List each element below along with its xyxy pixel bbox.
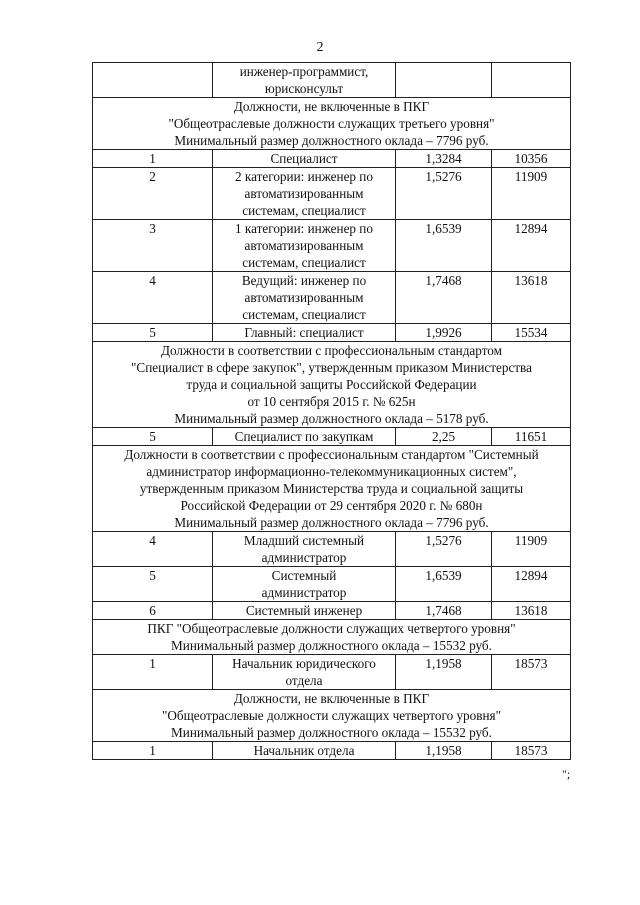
qualification-level-cell: 1: [93, 742, 213, 760]
salary-cell: 13618: [492, 272, 571, 324]
table-row: [93, 742, 571, 760]
position-title-line: Ведущий: инженер по: [241, 273, 367, 288]
qualification-level-cell: 5: [93, 428, 213, 446]
section-header-line: Минимальный размер должностного оклада – 15532 руб.: [171, 725, 492, 740]
table-row: [93, 602, 571, 620]
qualification-level-cell: 4: [93, 272, 213, 324]
table-row: [93, 655, 571, 690]
position-title-cell: [213, 324, 396, 342]
position-title-line: отдела: [285, 673, 323, 688]
position-title-cell: [213, 428, 396, 446]
salary-cell: 15534: [492, 324, 571, 342]
position-title-line: системам, специалист: [242, 203, 366, 218]
coefficient-cell: 1,5276: [396, 168, 492, 220]
coefficient-cell: 1,9926: [396, 324, 492, 342]
position-title-cell: [213, 150, 396, 168]
section-header-cell: [93, 690, 571, 742]
salary-cell: 10356: [492, 150, 571, 168]
position-title-line: 2 категории: инженер по: [235, 169, 373, 184]
coefficient-cell: 1,7468: [396, 272, 492, 324]
position-title-line: системам, специалист: [242, 255, 366, 270]
table-row: [93, 567, 571, 602]
coefficient-cell: 1,1958: [396, 742, 492, 760]
position-title-line: Начальник отдела: [253, 743, 355, 758]
position-title-line: администратор: [261, 585, 347, 600]
table-row: [93, 220, 571, 272]
section-header-line: "Общеотраслевые должности служащих четвертого уровня": [162, 708, 501, 723]
position-title-cell: [213, 168, 396, 220]
table-row: [93, 532, 571, 567]
position-title-line: Главный: специалист: [244, 325, 364, 340]
qualification-level-cell: [93, 63, 213, 98]
section-header-row: [93, 620, 571, 655]
section-header-row: [93, 342, 571, 428]
table-row: [93, 324, 571, 342]
position-title-line: инженер-программист,: [239, 64, 369, 79]
salary-cell: 11909: [492, 532, 571, 567]
position-title-cell: [213, 220, 396, 272]
position-title-cell: [213, 272, 396, 324]
position-title-cell: [213, 63, 396, 98]
section-header-line: Минимальный размер должностного оклада – 15532 руб.: [171, 638, 492, 653]
section-header-line: труда и социальной защиты Российской Федерации: [186, 377, 477, 392]
position-title-line: автоматизированным: [244, 238, 364, 253]
section-header-line: Должности в соответствии с профессиональным стандартом "Системный: [124, 447, 539, 462]
position-title-line: автоматизированным: [244, 290, 364, 305]
coefficient-cell: 1,1958: [396, 655, 492, 690]
section-header-cell: [93, 446, 571, 532]
section-header-line: Минимальный размер должностного оклада – 5178 руб.: [174, 411, 489, 426]
section-header-cell: [93, 98, 571, 150]
position-title-line: системам, специалист: [242, 307, 366, 322]
section-header-row: [93, 446, 571, 532]
table-row: [93, 150, 571, 168]
qualification-level-cell: 6: [93, 602, 213, 620]
salary-cell: [492, 63, 571, 98]
position-title-line: 1 категории: инженер по: [235, 221, 373, 236]
section-header-line: утвержденным приказом Министерства труда и социальной защиты: [139, 481, 524, 496]
qualification-level-cell: 3: [93, 220, 213, 272]
table-row: [93, 63, 571, 98]
salary-cell: 12894: [492, 567, 571, 602]
section-header-line: Минимальный размер должностного оклада – 7796 руб.: [174, 133, 489, 148]
position-title-line: Системный: [271, 568, 337, 583]
section-header-line: Минимальный размер должностного оклада – 7796 руб.: [174, 515, 489, 530]
qualification-level-cell: 5: [93, 567, 213, 602]
coefficient-cell: 1,5276: [396, 532, 492, 567]
position-title-line: Начальник юридического: [232, 656, 376, 671]
salary-cell: 18573: [492, 742, 571, 760]
section-header-line: от 10 сентября 2015 г. № 625н: [247, 394, 416, 409]
position-title-cell: [213, 532, 396, 567]
section-header-line: Должности, не включенные в ПКГ: [233, 691, 430, 706]
section-header-line: "Общеотраслевые должности служащих третьего уровня": [168, 116, 495, 131]
salary-table-body: [93, 63, 571, 760]
salary-cell: 12894: [492, 220, 571, 272]
qualification-level-cell: 4: [93, 532, 213, 567]
section-header-line: Должности, не включенные в ПКГ: [233, 99, 430, 114]
section-header-line: "Специалист в сфере закупок", утвержденным приказом Министерства: [131, 360, 532, 375]
table-row: [93, 168, 571, 220]
coefficient-cell: 1,6539: [396, 220, 492, 272]
position-title-cell: [213, 655, 396, 690]
position-title-line: Младший системный: [243, 533, 365, 548]
coefficient-cell: 1,6539: [396, 567, 492, 602]
section-header-row: [93, 98, 571, 150]
position-title-line: юрисконсульт: [264, 81, 344, 96]
section-header-line: Российской Федерации от 29 сентября 2020 г. № 680н: [180, 498, 483, 513]
qualification-level-cell: 5: [93, 324, 213, 342]
coefficient-cell: 1,3284: [396, 150, 492, 168]
qualification-level-cell: 1: [93, 655, 213, 690]
page-number: 2: [316, 40, 324, 55]
section-header-row: [93, 690, 571, 742]
table-row: [93, 272, 571, 324]
position-title-line: Системный инженер: [245, 603, 363, 618]
position-title-cell: [213, 742, 396, 760]
coefficient-cell: [396, 63, 492, 98]
qualification-level-cell: 1: [93, 150, 213, 168]
position-title-cell: [213, 602, 396, 620]
section-header-line: Должности в соответствии с профессиональным стандартом: [160, 343, 502, 358]
qualification-level-cell: 2: [93, 168, 213, 220]
salary-cell: 11651: [492, 428, 571, 446]
position-title-line: автоматизированным: [244, 186, 364, 201]
position-title-cell: [213, 567, 396, 602]
position-title-line: Специалист по закупкам: [234, 429, 374, 444]
salary-cell: 11909: [492, 168, 571, 220]
salary-cell: 13618: [492, 602, 571, 620]
section-header-cell: [93, 620, 571, 655]
section-header-line: ПКГ "Общеотраслевые должности служащих четвертого уровня": [147, 621, 516, 636]
salary-table: [92, 62, 571, 760]
salary-cell: 18573: [492, 655, 571, 690]
position-title-line: Специалист: [270, 151, 338, 166]
coefficient-cell: 2,25: [396, 428, 492, 446]
position-title-line: администратор: [261, 550, 347, 565]
closing-quote-mark: ";: [562, 767, 571, 781]
table-row: [93, 428, 571, 446]
section-header-cell: [93, 342, 571, 428]
section-header-line: администратор информационно-телекоммуникационных систем",: [146, 464, 517, 479]
coefficient-cell: 1,7468: [396, 602, 492, 620]
